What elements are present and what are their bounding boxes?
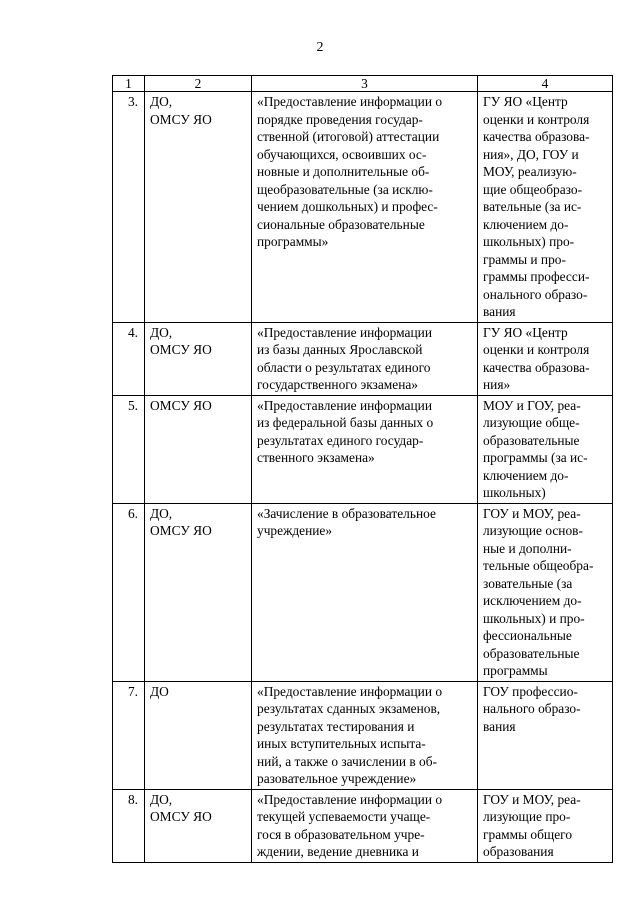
table-row [113, 503, 613, 681]
row-number: 3. [113, 92, 145, 323]
table-row [113, 92, 613, 323]
row-number: 5. [113, 395, 145, 503]
service-cell: «Предоставление информации из федеральной базы данных о результатах единого государ- ственного экзамена» [252, 395, 478, 503]
column-header: 1 [113, 76, 145, 92]
column-header: 2 [145, 76, 252, 92]
column-header: 4 [478, 76, 613, 92]
agency-cell: ДО, ОМСУ ЯО [145, 789, 252, 862]
table-header-row [113, 76, 613, 92]
row-number: 8. [113, 789, 145, 862]
agency-cell: ДО [145, 681, 252, 789]
agency-cell: ДО, ОМСУ ЯО [145, 503, 252, 681]
agency-cell: ОМСУ ЯО [145, 395, 252, 503]
row-number: 4. [113, 322, 145, 395]
page-number: 2 [316, 40, 324, 55]
row-number: 7. [113, 681, 145, 789]
institutions-cell: МОУ и ГОУ, реа- лизующие обще- образовательные программы (за ис- ключением до- школьных) [478, 395, 613, 503]
services-table [112, 75, 613, 863]
column-header: 3 [252, 76, 478, 92]
table-row [113, 789, 613, 862]
institutions-cell: ГОУ и МОУ, реа- лизующие про- граммы общего образования [478, 789, 613, 862]
agency-cell: ДО, ОМСУ ЯО [145, 322, 252, 395]
institutions-cell: ГОУ и МОУ, реа- лизующие основ- ные и дополни- тельные общеобра- зовательные (за исключением до- школьных) и про- фессиональные образовательные программы [478, 503, 613, 681]
service-cell: «Предоставление информации о результатах сданных экзаменов, результатах тестирования и иных вступительных испыта- ний, а также о зачислении в об- разовательное учреждение» [252, 681, 478, 789]
institutions-cell: ГОУ профессио- нального образо- вания [478, 681, 613, 789]
service-cell: «Зачисление в образовательное учреждение» [252, 503, 478, 681]
table-row [113, 322, 613, 395]
institutions-cell: ГУ ЯО «Центр оценки и контроля качества образова- ния», ДО, ГОУ и МОУ, реализую- щие общеобразо- вательные (за ис- ключением до- школьных) про- граммы и про- граммы професси- онального образо- вания [478, 92, 613, 323]
table-row [113, 395, 613, 503]
service-cell: «Предоставление информации о порядке проведения государ- ственной (итоговой) аттестации обучающихся, освоивших ос- новные и дополнительные об- щеобразовательные (за исклю- чением дошкольных) и профес- сиональные образовательные программы» [252, 92, 478, 323]
service-cell: «Предоставление информации о текущей успеваемости учаще- гося в образовательном учре- ждении, ведение дневника и [252, 789, 478, 862]
table-row [113, 681, 613, 789]
agency-cell: ДО, ОМСУ ЯО [145, 92, 252, 323]
service-cell: «Предоставление информации из базы данных Ярославской области о результатах единого государственного экзамена» [252, 322, 478, 395]
table-body [113, 76, 613, 863]
row-number: 6. [113, 503, 145, 681]
institutions-cell: ГУ ЯО «Центр оценки и контроля качества образова- ния» [478, 322, 613, 395]
